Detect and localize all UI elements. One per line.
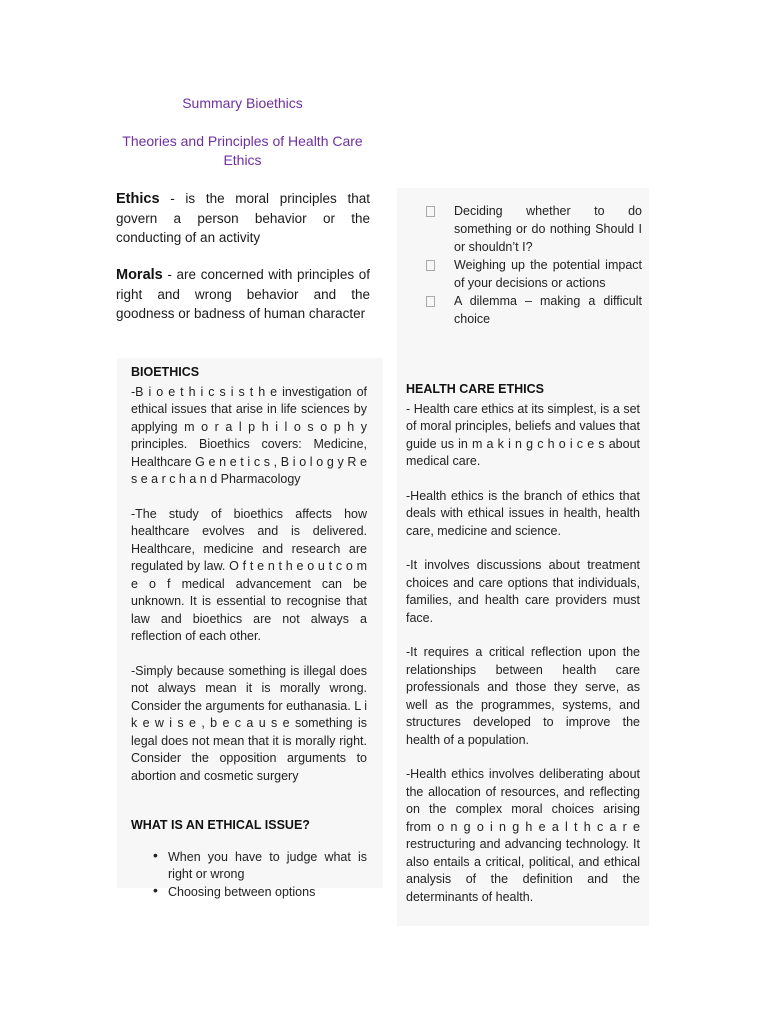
paragraph: -It requires a critical reflection upon the relationships between health care professionals and those they serve, as well as the programmes, systems, and structures developed to improve the health of a population.: [406, 645, 640, 747]
definition-ethics: [116, 189, 370, 247]
paragraph: - Health care ethics at its simplest, is a set of moral principles, beliefs and values that guide us in m a k i n g c h o i c e s about medical care.: [406, 401, 640, 468]
checkbox-icon: [426, 260, 435, 271]
bullet-icon: •: [153, 881, 158, 898]
list-item: [131, 881, 367, 902]
definition-term: Morals: [116, 267, 163, 283]
list-item: [426, 202, 642, 256]
definition-text: - are concerned with principles of right and wrong behavior and the goodness or badness of human character: [116, 267, 370, 321]
subtitle-line-1: Theories and Principles of Health Care: [122, 133, 363, 149]
list-item: [426, 292, 642, 328]
paragraph: -B i o e t h i c s i s t h e investigation of ethical issues that arise in life sciences by applying m o r a l p h i l o s o p h y principles. Bioethics covers: Medicine, Healthcare G e n e t i c s , B i o l o g y R e s e a r c h a n d Pharmacology: [131, 384, 367, 486]
health-care-ethics-section: [406, 381, 640, 923]
section-heading: HEALTH CARE ETHICS: [406, 382, 544, 396]
dilemma-list: [426, 202, 642, 328]
subtitle-line-2: Ethics: [223, 152, 262, 168]
bullet-icon: •: [153, 846, 158, 863]
paragraph: -Health ethics involves deliberating about the allocation of resources, and reflecting on the complex moral choices arising from o n g o i n g h e a l t h c a r e restructuring and advancing technology. It also entails a critical, political, and ethical analysis of the definition and the determinants of health.: [406, 767, 640, 904]
list-item-text: Weighing up the potential impact of your decisions or actions: [454, 258, 642, 290]
checkbox-icon: [426, 296, 435, 307]
page-subtitle: [100, 132, 385, 170]
checkbox-icon: [426, 206, 435, 217]
list-item-text: When you have to judge what is right or wrong: [168, 849, 367, 881]
definition-morals: [116, 265, 370, 323]
list-item: [426, 256, 642, 292]
bioethics-section: [131, 364, 367, 901]
list-item-text: Deciding whether to do something or do nothing Should I or shouldn’t I?: [454, 204, 642, 254]
paragraph: -Health ethics is the branch of ethics that deals with ethical issues in health, health care, medicine and science.: [406, 488, 640, 538]
section-heading: BIOETHICS: [131, 365, 200, 379]
paragraph: -It involves discussions about treatment choices and care options that individuals, families, and health care providers must face.: [406, 558, 640, 625]
ethical-issue-list: [131, 846, 367, 902]
definition-term: Ethics: [116, 191, 160, 207]
paragraph: -The study of bioethics affects how healthcare evolves and is delivered. Healthcare, medicine and research are regulated by law. O f t e n t h e o u t c o m e o f medical advancement can be unknown. It is essential to recognise that law and bioethics are not always a reflection of each other.: [131, 506, 367, 643]
section-heading: WHAT IS AN ETHICAL ISSUE?: [131, 818, 310, 832]
dilemma-list-section: [426, 202, 642, 328]
page-title: Summary Bioethics: [182, 95, 303, 111]
list-item-text: Choosing between options: [168, 884, 316, 899]
paragraph: -Simply because something is illegal does not always mean it is morally wrong. Consider the arguments for euthanasia. L i k e w i s e , b e c a u s e something is legal does not mean that it is morally right. Consider the opposition arguments to abortion and cosmetic surgery: [131, 663, 367, 783]
definition-text: - is the moral principles that govern a person behavior or the conducting of an activity: [116, 191, 370, 245]
list-item: [131, 846, 367, 884]
list-item-text: A dilemma – making a difficult choice: [454, 294, 642, 326]
